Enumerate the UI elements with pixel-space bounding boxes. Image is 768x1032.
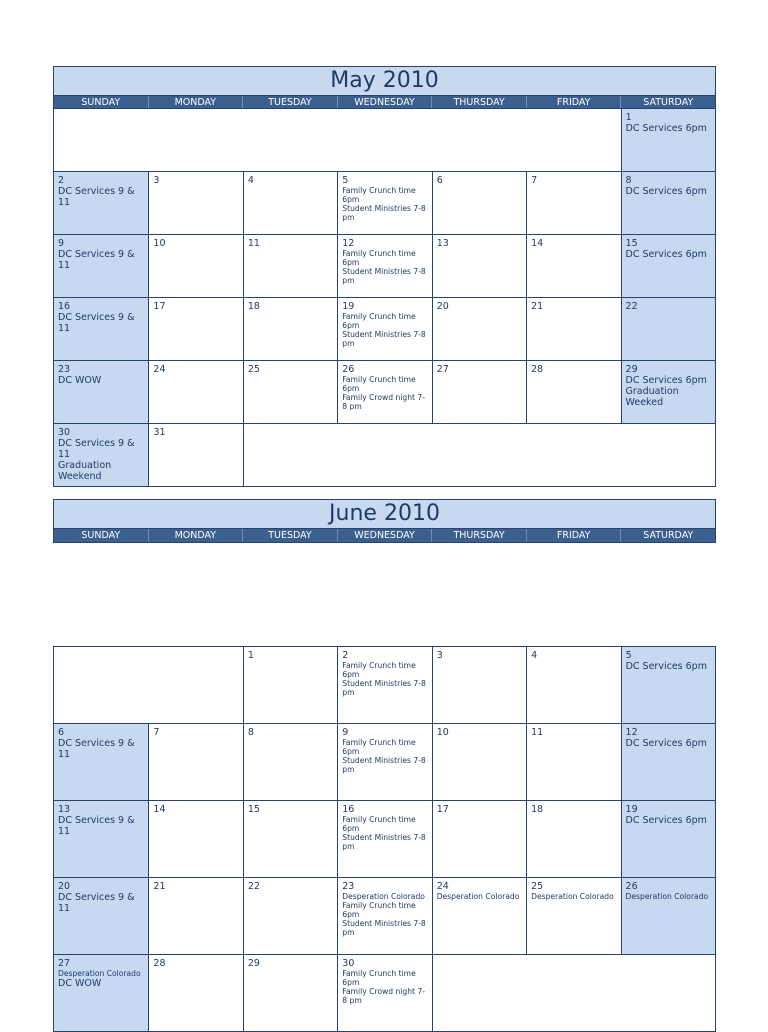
day-cell <box>148 172 242 234</box>
day-cell <box>621 109 715 171</box>
weekday-label: SATURDAY <box>643 97 694 108</box>
day-number: 4 <box>531 650 538 661</box>
day-cell <box>432 724 526 800</box>
event-label: Family Crunch time 6pm <box>342 738 416 756</box>
day-cell <box>54 235 148 297</box>
day-cell <box>526 235 620 297</box>
day-cell <box>526 172 620 234</box>
event-label: Family Crunch time 6pm <box>342 661 416 679</box>
day-number: 24 <box>436 881 449 892</box>
day-number: 19 <box>625 804 638 815</box>
event-label: Student Ministries 7-8 pm <box>342 833 426 851</box>
day-number: 7 <box>153 727 160 738</box>
day-cell <box>337 955 431 1031</box>
day-number: 21 <box>153 881 166 892</box>
may-calendar-grid <box>53 108 716 487</box>
day-cell <box>526 878 620 954</box>
weekday-label: TUESDAY <box>243 529 338 542</box>
day-cell <box>621 724 715 800</box>
day-cell <box>243 647 337 723</box>
event-label: Graduation Weekend <box>58 460 112 482</box>
june-calendar-grid <box>53 646 716 1032</box>
day-cell <box>243 235 337 297</box>
day-number: 10 <box>436 727 449 738</box>
day-number: 21 <box>531 301 544 312</box>
weekday-label: FRIDAY <box>527 529 622 542</box>
day-number: 29 <box>625 364 638 375</box>
event-label: Family Crunch time 6pm <box>342 969 416 987</box>
day-cell <box>148 724 242 800</box>
event-label: Student Ministries 7-8 pm <box>342 267 426 285</box>
day-cell <box>526 724 620 800</box>
day-cell <box>337 361 431 423</box>
event-label: Family Crunch time 6pm <box>342 375 416 393</box>
day-number: 22 <box>247 881 260 892</box>
day-number: 19 <box>342 301 355 312</box>
event-label: Student Ministries 7-8 pm <box>342 919 426 937</box>
day-number: 30 <box>58 427 71 438</box>
day-cell <box>54 172 148 234</box>
weekday-label: FRIDAY <box>527 96 622 109</box>
day-number: 28 <box>153 958 166 969</box>
day-number: 20 <box>436 301 449 312</box>
day-cell <box>337 647 431 723</box>
event-label: Family Crunch time 6pm <box>342 186 416 204</box>
day-cell <box>337 878 431 954</box>
day-number: 29 <box>247 958 260 969</box>
day-number: 18 <box>531 804 544 815</box>
weekday-label: SUNDAY <box>54 96 149 109</box>
day-number: 16 <box>58 301 71 312</box>
event-label: DC Services 9 & 11 <box>58 438 135 460</box>
event-label: Family Crunch time 6pm <box>342 815 416 833</box>
day-number: 27 <box>58 958 71 969</box>
day-cell <box>243 955 337 1031</box>
day-cell <box>621 647 715 723</box>
day-cell <box>54 955 148 1031</box>
day-number: 15 <box>625 238 638 249</box>
day-cell <box>621 361 715 423</box>
day-cell <box>54 724 148 800</box>
event-label: DC Services 6pm <box>625 123 707 134</box>
day-number: 27 <box>436 364 449 375</box>
event-label: DC Services 9 & 11 <box>58 186 135 208</box>
day-cell <box>337 235 431 297</box>
day-number: 6 <box>58 727 65 738</box>
day-number: 12 <box>342 238 355 249</box>
day-cell <box>526 647 620 723</box>
day-cell <box>526 298 620 360</box>
day-cell <box>432 172 526 234</box>
day-number: 17 <box>153 301 166 312</box>
event-label: Desperation Colorado <box>625 892 709 901</box>
day-cell <box>621 878 715 954</box>
day-number: 13 <box>58 804 71 815</box>
day-cell <box>243 298 337 360</box>
weekday-header-row <box>53 528 716 543</box>
event-label: DC Services 6pm <box>625 738 707 749</box>
day-number: 14 <box>531 238 544 249</box>
event-label: Student Ministries 7-8 pm <box>342 204 426 222</box>
calendar-week-row <box>54 297 715 360</box>
empty-day-cell <box>243 424 715 486</box>
day-number: 25 <box>247 364 260 375</box>
may-calendar-header <box>53 66 716 110</box>
day-cell <box>526 361 620 423</box>
day-number: 1 <box>247 650 254 661</box>
day-number: 13 <box>436 238 449 249</box>
calendar-week-row <box>54 360 715 423</box>
calendar-week-row <box>54 234 715 297</box>
calendar-week-row <box>54 954 715 1031</box>
day-number: 16 <box>342 804 355 815</box>
day-cell <box>243 172 337 234</box>
day-cell <box>148 878 242 954</box>
event-label: Desperation Colorado <box>342 892 425 901</box>
event-label: DC Services 6pm <box>625 815 707 826</box>
event-label: DC Services 6pm <box>625 375 707 386</box>
event-label: Family Crowd night 7-8 pm <box>342 393 425 411</box>
event-label: DC Services 9 & 11 <box>58 892 135 914</box>
event-label: DC Services 9 & 11 <box>58 249 135 271</box>
calendar-week-row <box>54 171 715 234</box>
event-label: Family Crunch time 6pm <box>342 249 416 267</box>
day-cell <box>54 424 148 486</box>
event-label: Desperation Colorado <box>58 969 141 978</box>
day-number: 2 <box>342 650 349 661</box>
day-number: 20 <box>58 881 71 892</box>
day-number: 31 <box>153 427 166 438</box>
day-number: 3 <box>436 650 443 661</box>
day-cell <box>148 955 242 1031</box>
event-label: Family Crunch time 6pm <box>342 901 416 919</box>
day-number: 11 <box>531 727 544 738</box>
event-label: DC WOW <box>58 978 102 989</box>
event-label: Desperation Colorado <box>436 892 520 901</box>
weekday-label: THURSDAY <box>432 529 527 542</box>
calendar-week-row <box>54 800 715 877</box>
event-label: Student Ministries 7-8 pm <box>342 756 426 774</box>
day-cell <box>432 647 526 723</box>
day-cell <box>243 878 337 954</box>
weekday-label: WEDNESDAY <box>338 96 433 109</box>
day-number: 7 <box>531 175 538 186</box>
day-number: 9 <box>342 727 349 738</box>
event-label: Student Ministries 7-8 pm <box>342 679 426 697</box>
event-label: DC Services 9 & 11 <box>58 815 135 837</box>
day-number: 22 <box>625 301 638 312</box>
day-cell <box>243 361 337 423</box>
day-number: 6 <box>436 175 443 186</box>
calendar-week-row <box>54 423 715 486</box>
weekday-label: TUESDAY <box>243 96 338 109</box>
event-label: DC Services 6pm <box>625 186 707 197</box>
weekday-label: MONDAY <box>149 96 244 109</box>
day-number: 17 <box>436 804 449 815</box>
day-cell <box>337 801 431 877</box>
day-number: 30 <box>342 958 355 969</box>
day-number: 2 <box>58 175 65 186</box>
day-number: 18 <box>247 301 260 312</box>
day-number: 8 <box>625 175 632 186</box>
day-cell <box>432 235 526 297</box>
day-number: 26 <box>342 364 355 375</box>
day-cell <box>148 361 242 423</box>
day-cell <box>54 361 148 423</box>
day-number: 14 <box>153 804 166 815</box>
empty-day-cell <box>54 109 621 171</box>
day-number: 25 <box>531 881 544 892</box>
day-number: 5 <box>625 650 632 661</box>
day-number: 4 <box>247 175 254 186</box>
event-label: DC Services 9 & 11 <box>58 738 135 760</box>
weekday-label: MONDAY <box>149 529 244 542</box>
day-cell <box>621 801 715 877</box>
day-cell <box>54 298 148 360</box>
day-number: 26 <box>625 881 638 892</box>
event-label: Family Crunch time 6pm <box>342 312 416 330</box>
month-title: May 2010 <box>53 66 716 95</box>
day-cell <box>432 878 526 954</box>
event-label: DC WOW <box>58 375 102 386</box>
weekday-label: THURSDAY <box>432 96 527 109</box>
event-label: Desperation Colorado <box>531 892 614 901</box>
calendar-week-row <box>54 723 715 800</box>
day-cell <box>148 801 242 877</box>
day-cell <box>148 298 242 360</box>
day-number: 8 <box>247 727 254 738</box>
day-number: 12 <box>625 727 638 738</box>
day-cell <box>621 298 715 360</box>
empty-day-cell <box>432 955 715 1031</box>
calendar-week-row <box>54 877 715 954</box>
empty-day-cell <box>54 647 243 723</box>
weekday-label: WEDNESDAY <box>338 529 433 542</box>
day-cell <box>621 172 715 234</box>
day-cell <box>243 801 337 877</box>
day-cell <box>148 424 242 486</box>
day-cell <box>337 724 431 800</box>
day-cell <box>148 235 242 297</box>
event-label: Family Crowd night 7-8 pm <box>342 987 426 1005</box>
month-title: June 2010 <box>53 499 716 528</box>
day-cell <box>337 298 431 360</box>
weekday-label: SUNDAY <box>54 529 149 542</box>
june-calendar-header <box>53 499 716 543</box>
day-cell <box>432 801 526 877</box>
day-number: 28 <box>531 364 544 375</box>
day-cell <box>432 298 526 360</box>
event-label: DC Services 6pm <box>625 249 707 260</box>
event-label: DC Services 6pm <box>625 661 707 672</box>
event-label: Graduation Weeked <box>625 386 679 408</box>
day-number: 23 <box>342 881 355 892</box>
event-label: Student Ministries 7-8 pm <box>342 330 426 348</box>
day-number: 15 <box>247 804 260 815</box>
event-label: DC Services 9 & 11 <box>58 312 135 334</box>
day-number: 24 <box>153 364 166 375</box>
calendar-week-row <box>54 109 715 171</box>
day-cell <box>621 235 715 297</box>
day-cell <box>526 801 620 877</box>
day-number: 3 <box>153 175 160 186</box>
weekday-label: SATURDAY <box>643 530 694 541</box>
day-cell <box>432 361 526 423</box>
day-number: 10 <box>153 238 166 249</box>
day-cell <box>243 724 337 800</box>
day-number: 23 <box>58 364 71 375</box>
day-cell <box>337 172 431 234</box>
day-number: 1 <box>625 112 632 123</box>
calendar-week-row <box>54 647 715 723</box>
day-number: 11 <box>247 238 260 249</box>
day-number: 9 <box>58 238 65 249</box>
day-cell <box>54 878 148 954</box>
day-number: 5 <box>342 175 349 186</box>
day-cell <box>54 801 148 877</box>
